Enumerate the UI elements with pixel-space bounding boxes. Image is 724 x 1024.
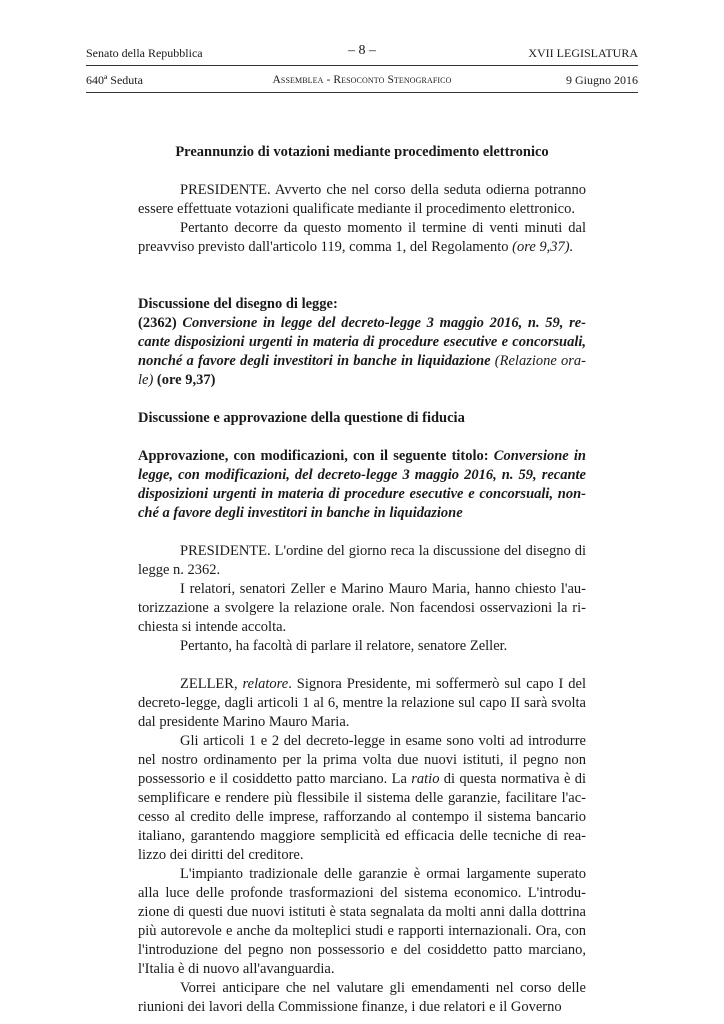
report-note: (Relazione orale): [138, 353, 586, 388]
report-type: Assemblea - Resoconto Stenografico: [272, 74, 452, 86]
paragraph-text: L'ordine del giorno reca la discussione del disegno di legge n. 2362.: [138, 543, 586, 578]
bill-title-block: [138, 314, 586, 390]
section-heading-discussione: Discussione del disegno di legge:: [138, 296, 338, 312]
session-number: 640ª Seduta: [86, 73, 143, 87]
bill-number: (2362): [138, 315, 183, 331]
speaker-name: ZELLER,: [180, 676, 238, 692]
paragraph-text: di questa normativa è di semplificare e rendere più flessibile il sistema delle garanzie, facilitare l'accesso al credito delle imprese, rafforzando al contempo il sistema bancario italiano, garantendo maggiore semplicità ed efficacia delle tecniche di realizzo dei diritti del creditore.: [138, 771, 587, 863]
paragraph: [138, 181, 586, 219]
approval-block: [138, 447, 586, 523]
section-title-preannunzio: Preannunzio di votazioni mediante procedimento elettronico: [175, 144, 549, 160]
paragraph: Pertanto, ha facoltà di parlare il relatore, senatore Zeller.: [180, 638, 508, 654]
speaker-name: PRESIDENTE.: [180, 182, 271, 198]
paragraph: I relatori, senatori Zeller e Marino Mauro Maria, hanno chiesto l'autorizzazione a svolgere la relazione orale. Non facendosi osservazioni la richiesta si intende accolta.: [138, 581, 586, 635]
approval-title: Conversione in legge, con modificazioni, del decreto-legge 3 maggio 2016, n. 59, recante disposizioni urgenti in materia di procedure esecutive e concorsuali, nonché a favore degli investitori in banche in liquidazione: [138, 448, 586, 521]
time-note: (ore 9,37): [153, 372, 216, 388]
paragraph: [138, 219, 586, 257]
paragraph: [138, 732, 586, 865]
document-body: [138, 143, 586, 1017]
paragraph: Vorrei anticipare che nel valutare gli emendamenti nel corso delle riunioni dei lavori della Commissione finanze, i due relatori e il Governo: [138, 980, 586, 1015]
approval-lead: Approvazione, con modificazioni, con il seguente titolo:: [138, 448, 494, 464]
paragraph-text: . Signora Presidente, mi soffermerò sul capo I del decreto-legge, dagli articoli 1 al 6, mentre la relazione sul capo II sarà svolta dal presidente Marino Mauro Maria.: [138, 676, 587, 730]
paragraph-text: Gli articoli 1 e 2 del decreto-legge in esame sono volti ad introdurre nel nostro ordinamento per la prima volta due nuovi istituti, il pegno non possessorio e il cosiddetto patto marciano. La: [138, 733, 586, 787]
speaker-name: PRESIDENTE.: [180, 543, 271, 559]
time-note: (ore 9,37).: [512, 239, 574, 255]
latin-term: ratio: [411, 771, 440, 787]
legislature-label: XVII LEGISLATURA: [528, 46, 638, 60]
institution-name: Senato della Repubblica: [86, 46, 203, 60]
paragraph: [138, 675, 586, 732]
header-divider-top: [86, 65, 638, 66]
paragraph: [138, 542, 586, 580]
session-date: 9 Giugno 2016: [566, 73, 638, 87]
bill-title: Conversione in legge del decreto-legge 3 maggio 2016, n. 59, recante disposizioni urgenti in materia di procedure esecutive e concorsuali, nonché a favore degli investitori in banche in liquidazione: [138, 315, 586, 369]
paragraph: L'impianto tradizionale delle garanzie è ormai largamente superato alla luce delle profonde trasformazioni del sistema economico. L'introduzione di questi due nuovi istituti è stata segnalata da molti anni dalla dottrina più autorevole e anche da molteplici studi e rapporti internazionali. Ora, con l'introduzione del pegno non possessorio e del cosiddetto patto marciano, l'Italia è di nuovo all'avanguardia.: [138, 866, 586, 977]
paragraph-text: Avverto che nel corso della seduta odierna potranno essere effettuate votazioni qualificate mediante il procedimento elettronico.: [138, 182, 586, 217]
header-divider-bottom: [86, 92, 638, 93]
section-heading-fiducia: Discussione e approvazione della questione di fiducia: [138, 410, 465, 426]
page-number: – 8 –: [348, 43, 376, 58]
speaker-role: relatore: [237, 676, 289, 692]
paragraph-text: Pertanto decorre da questo momento il termine di venti minuti dal preavviso previsto dall'articolo 119, comma 1, del Regolamento: [138, 220, 586, 255]
